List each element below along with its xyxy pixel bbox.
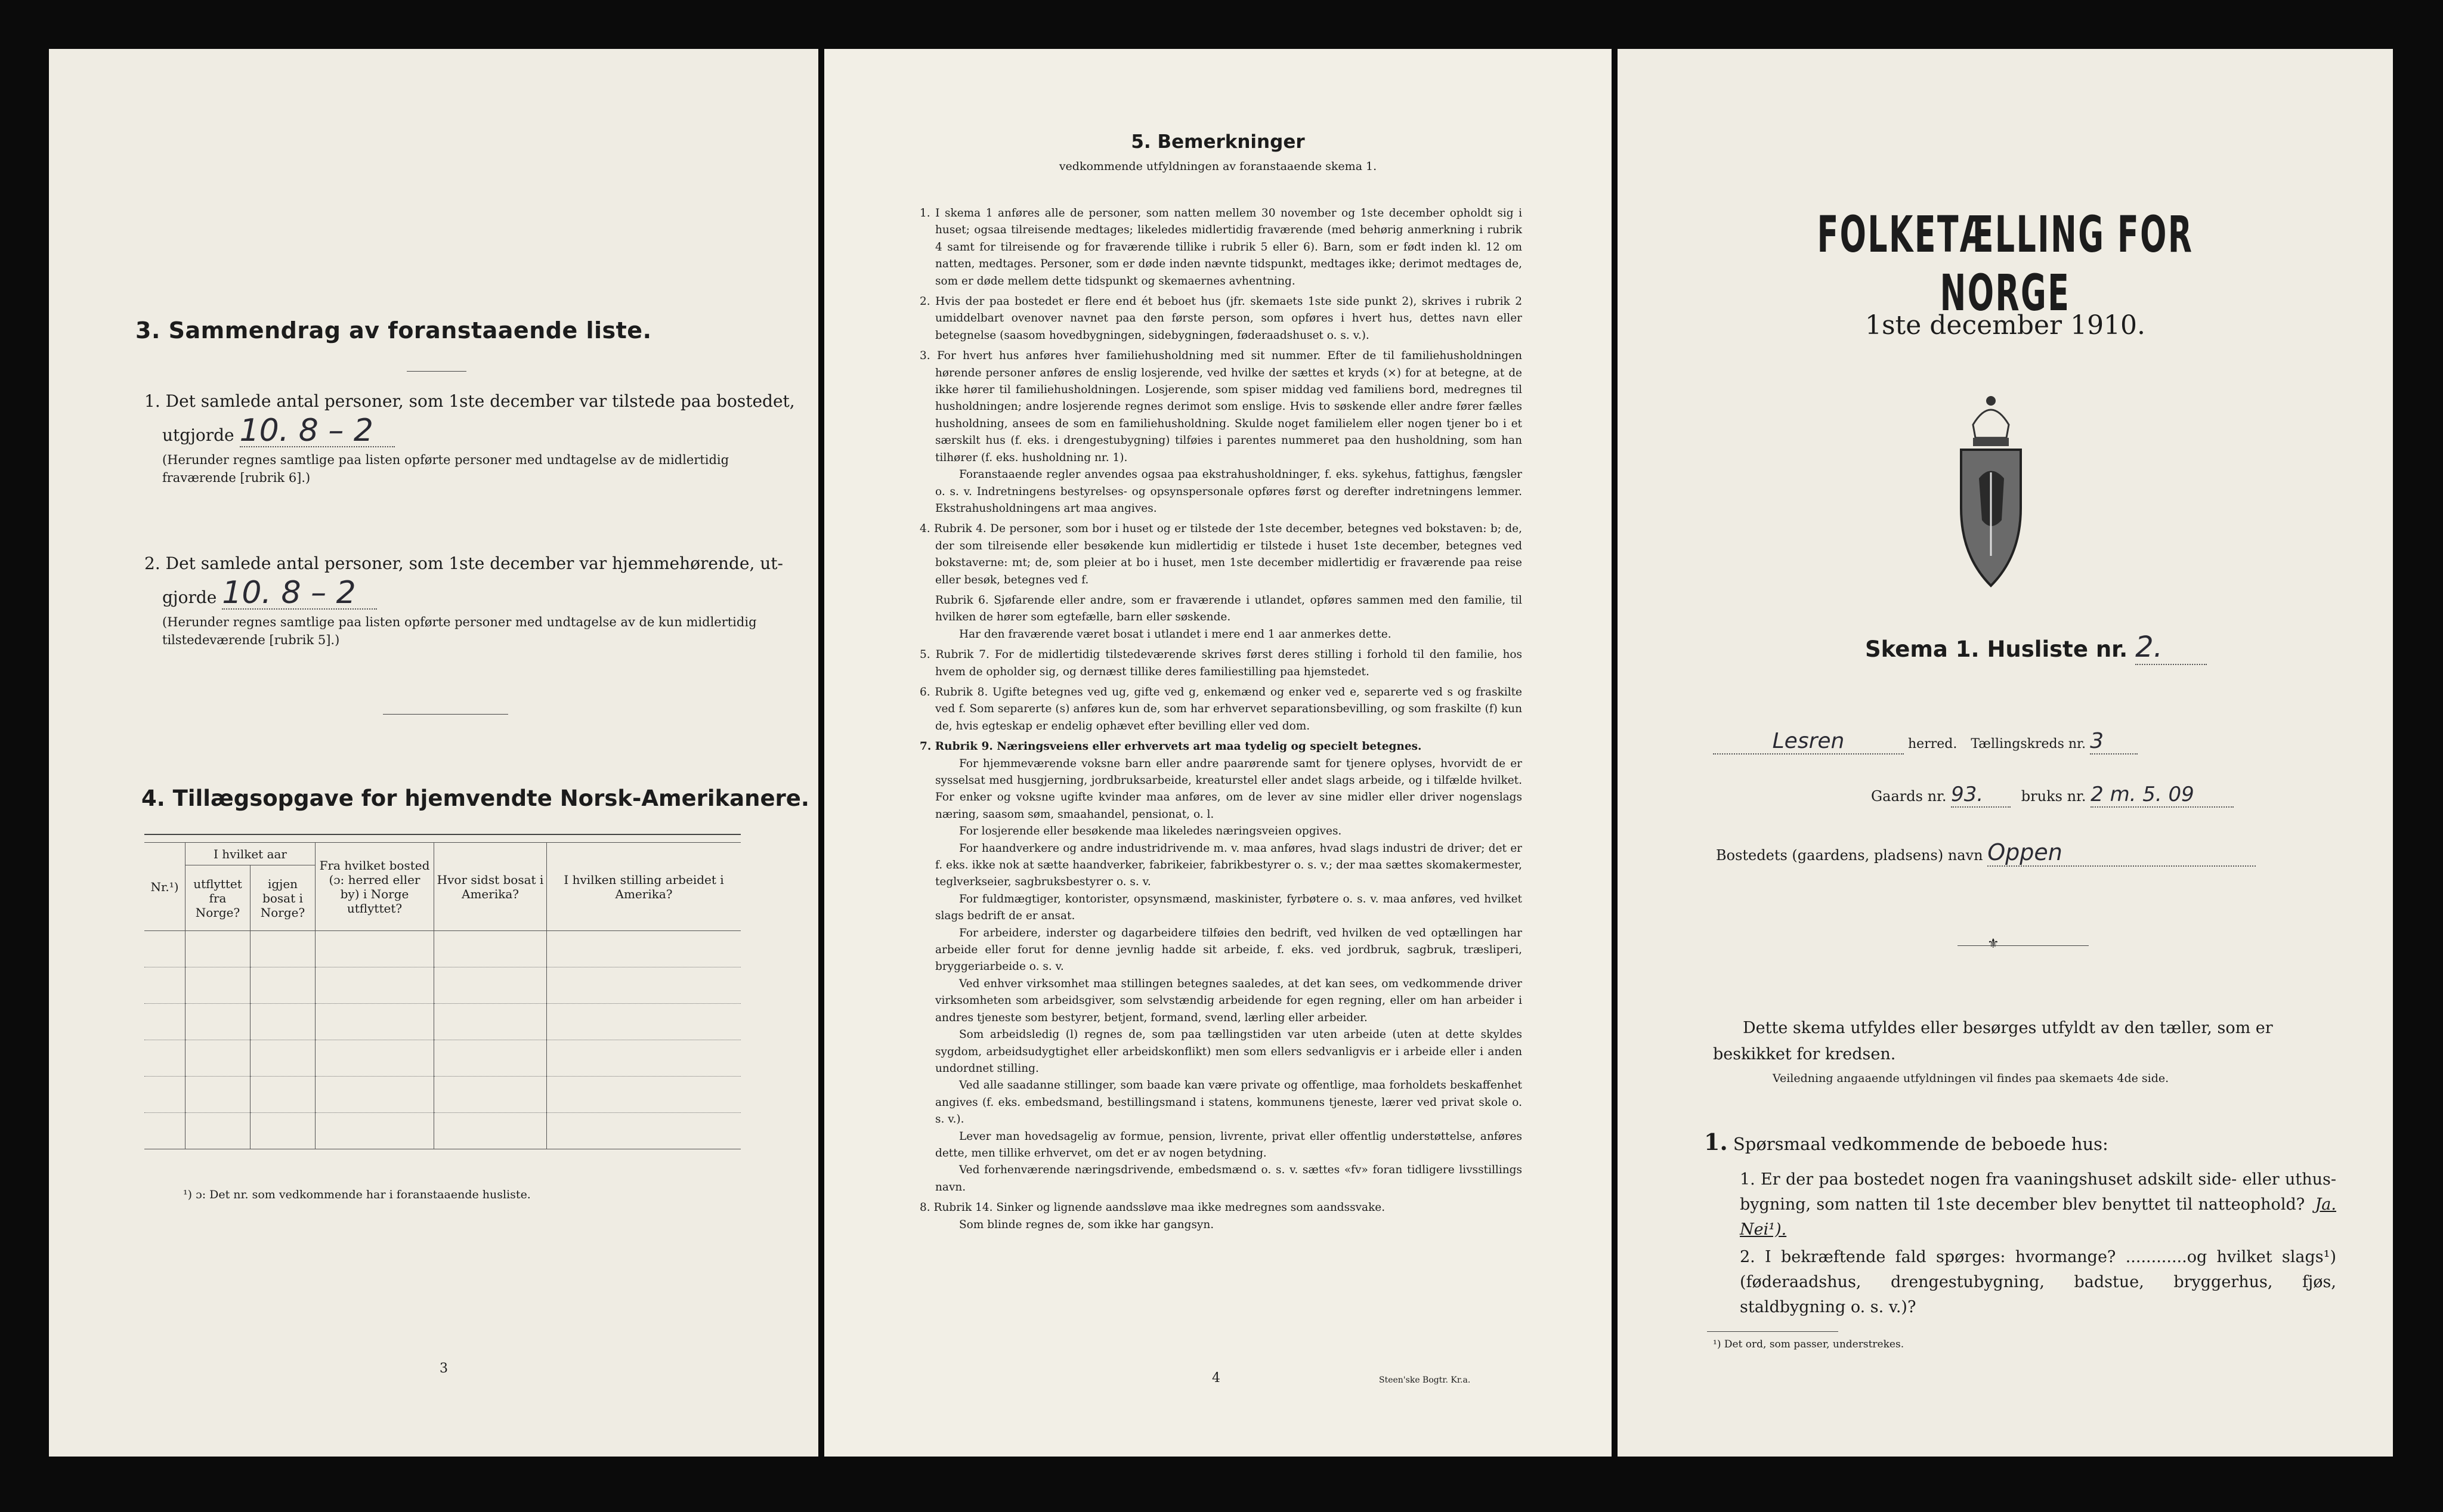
- taellingskreds-value: 3: [2090, 729, 2138, 755]
- table-row: [144, 1004, 741, 1040]
- summary-item-1-prefix: utgjorde: [162, 425, 234, 445]
- question-1-answer: Ja. Nei¹).: [1740, 1195, 2336, 1239]
- remark-paragraph: 6. Rubrik 8. Ugifte betegnes ved ug, gifte ved g, enkemænd og enker ved e, separerte ved s og fraskilte ved f. Som separerte (s) anføres kun de, som har erhvervet separationsbevilling, og som fraskilte (f) kun de, hvis egteskap er endelig ophævet efter bevilling eller ved dom.: [920, 685, 1522, 732]
- right-page: [1618, 49, 2393, 1457]
- left-page: [49, 49, 818, 1457]
- table-row: [144, 1040, 741, 1077]
- table-header-nr: Nr.¹): [144, 843, 185, 931]
- guidance-text: Veiledning angaaende utfyldningen vil findes paa skemaets 4de side.: [1773, 1072, 2169, 1085]
- form-date: 1ste december 1910.: [1864, 310, 2146, 341]
- ornament-icon: ⚜: [1987, 936, 1999, 951]
- gaards-line: [1871, 783, 2234, 808]
- table-footnote: ¹) ɔ: Det nr. som vedkommende har i foranstaaende husliste.: [183, 1188, 531, 1201]
- summary-item-2: [144, 550, 800, 649]
- remark-paragraph: 3. For hvert hus anføres hver familiehusholdning med sit nummer. Efter de til familiehusholdningen hørende personer anføres de enslig losjerende, ved hvilke der sættes et kryds (×) for at betegne, at de ikke hører til familiehusholdningen. Losjerende, som spiser middag ved familiens bord, medregnes til husholdningen; andre losjerende regnes derimot som enslige. Hvis to søskende eller andre fører fælles husholdning, ansees de som en familiehusholdning. Skulde noget familielem eller nogen tjener bo i et særskilt hus (f. eks. i drengestubygning) tilføies i parentes nummeret paa den husholdning, som han tilhører (f. eks. husholdning nr. 1).: [920, 350, 1522, 464]
- summary-item-2-note: (Herunder regnes samtlige paa listen opførte personer med undtagelse av de kun midlertidig tilstedeværende [rubrik 5].): [162, 615, 757, 647]
- summary-item-1-note: (Herunder regnes samtlige paa listen opførte personer med undtagelse av de midlertidig fraværende [rubrik 6].): [162, 453, 729, 485]
- table-top-rule: [144, 834, 741, 835]
- remark-paragraph: Ved enhver virksomhet maa stillingen betegnes saaledes, at det kan sees, om vedkommende driver virksomheten som arbeidsgiver, som selvstændig arbeidende for egen regning, eller om han arbeider i andres tjeneste som bestyrer, betjent, formand, svend, lærling eller arbeider.: [935, 977, 1522, 1024]
- remarks-body: [920, 205, 1522, 1233]
- herred-line: [1713, 729, 2333, 755]
- gaards-value: 93.: [1951, 783, 2011, 808]
- bruks-value: 2 m. 5. 09: [2091, 783, 2234, 808]
- remark-paragraph: Foranstaaende regler anvendes ogsaa paa ekstrahusholdninger, f. eks. sykehus, fattighus, fængsler o. s. v. Indretningens bestyrelses- og opsynspersonale opføres først og derefter indretningens lemmer. Ekstrahusholdningens art maa angives.: [935, 468, 1522, 515]
- coat-of-arms-icon: [1949, 383, 2033, 592]
- remark-paragraph: For arbeidere, inderster og dagarbeidere tilføies den bedrift, ved hvilken de ved optællingen har arbeide eller forut for denne jevnlig hadde sit arbeide, f. eks. ved jordbruk, sagbruk, træsliperi, bryggeriarbeide o. s. v.: [935, 926, 1522, 973]
- intro-text: [1713, 1015, 2321, 1068]
- summary-item-2-prefix: gjorde: [162, 588, 217, 607]
- summary-item-1-value: 10. 8 – 2: [240, 415, 395, 447]
- section3-title: 3. Sammendrag av foranstaaende liste.: [135, 317, 652, 344]
- table-header-returned: igjen bosat i Norge?: [251, 865, 316, 931]
- form-title: FOLKETÆLLING FOR NORGE: [1817, 205, 2194, 322]
- husliste-number: 2.: [2135, 630, 2207, 665]
- bosted-label: Bostedets (gaardens, pladsens) navn: [1716, 847, 1983, 864]
- table-header-last-residence: Hvor sidst bosat i Amerika?: [434, 843, 547, 931]
- bosted-value: Oppen: [1987, 839, 2256, 867]
- schema-label: Skema 1. Husliste nr.: [1865, 636, 2128, 662]
- remark-paragraph: Som arbeidsledig (l) regnes de, som paa tællingstiden var uten arbeide (uten at dette skyldes sygdom, arbeidsudygtighet eller arbeidskonflikt) men som ellers sedvanligvis er i arbeide eller i anden undordnet stilling.: [935, 1028, 1522, 1075]
- intro-line-2: beskikket for kredsen.: [1713, 1045, 1896, 1063]
- section4-title: 4. Tillægsopgave for hjemvendte Norsk-Amerikanere.: [141, 786, 809, 811]
- summary-item-1-text: 1. Det samlede antal personer, som 1ste december var tilstede paa bostedet,: [144, 391, 795, 411]
- remark-paragraph: For losjerende eller besøkende maa likeledes næringsveien opgives.: [959, 825, 1342, 838]
- table-row: [144, 1077, 741, 1113]
- table-header-occupation: I hvilken stilling arbeidet i Amerika?: [547, 843, 741, 931]
- table-header-emigrated: utflyttet fra Norge?: [185, 865, 251, 931]
- divider: [383, 714, 508, 715]
- question-1: [1740, 1167, 2336, 1242]
- bruks-label: bruks nr.: [2021, 788, 2086, 805]
- questions-heading-number: 1.: [1704, 1128, 1728, 1155]
- remark-paragraph: 7. Rubrik 9. Næringsveiens eller erhvervets art maa tydelig og specielt betegnes.: [920, 740, 1422, 753]
- intro-line-1: Dette skema utfyldes eller besørges utfyldt av den tæller, som er: [1743, 1019, 2273, 1037]
- table-row: [144, 931, 741, 967]
- remark-paragraph: Lever man hovedsagelig av formue, pension, livrente, privat eller offentlig understøttelse, anføres dette, men tillike erhvervet, om det er av nogen betydning.: [935, 1130, 1522, 1159]
- schema-line: [1865, 630, 2207, 665]
- bosted-line: [1716, 839, 2256, 867]
- remark-paragraph: Ved forhenværende næringsdrivende, embedsmænd o. s. v. sættes «fv» foran tidligere livsstillings navn.: [935, 1164, 1522, 1193]
- question-2: 2. I bekræftende fald spørges: hvormange? ............og hvilket slags¹) (føderaadshus, drengestubygning, badstue, bryggerhus, fjøs, staldbygning o. s. v.)?: [1740, 1248, 2336, 1316]
- remark-paragraph: Som blinde regnes de, som ikke har gangsyn.: [959, 1218, 1214, 1231]
- herred-value: Lesren: [1713, 729, 1904, 755]
- remarks-title: 5. Bemerkninger: [1131, 131, 1305, 153]
- summary-item-1: [144, 388, 800, 487]
- remark-paragraph: 2. Hvis der paa bostedet er flere end ét beboet hus (jfr. skemaets 1ste side punkt 2), skrives i rubrik 2 umiddelbart ovenover navnet paa den første person, som opføres i hvert hus, dettes navn eller betegnelse (saasom hovedbygningen, sidebygningen, føderaadshuset o. s. v.).: [920, 295, 1522, 342]
- divider: [407, 371, 466, 372]
- questions-heading: [1704, 1128, 2108, 1155]
- right-footnote: ¹) Det ord, som passer, understrekes.: [1713, 1338, 1904, 1350]
- remarks-subtitle: vedkommende utfyldningen av foranstaaende skema 1.: [1059, 160, 1377, 173]
- remark-paragraph: 4. Rubrik 4. De personer, som bor i huset og er tilstede der 1ste december, betegnes ved bokstaven: b; de, der som tilreisende eller besøkende kun midlertidig er tilstede i huset 1ste december, betegnes ved bokstaverne: mt; de, som pleier at bo i huset, men 1ste december midlertidig er fraværende paa reise eller besøk, betegnes ved f.: [920, 522, 1522, 586]
- middle-page: [824, 49, 1612, 1457]
- remark-paragraph: For haandverkere og andre industridrivende m. v. maa anføres, hvad slags industri de driver; det er f. eks. ikke nok at sætte haandverker, fabrikeier, fabrikbestyrer o. s. v.; der maa sættes skomakermester, teglverkseier, sagbruksbestyrer o. s. v.: [935, 842, 1522, 889]
- table-row: [144, 1113, 741, 1149]
- summary-item-2-value: 10. 8 – 2: [222, 577, 377, 610]
- remark-paragraph: For fuldmægtiger, kontorister, opsynsmænd, maskinister, fyrbøtere o. s. v. maa anføres, ved hvilket slags bedrift de er ansat.: [935, 892, 1522, 923]
- herred-label: herred.: [1908, 737, 1958, 752]
- taellingskreds-label: Tællingskreds nr.: [1971, 737, 2086, 752]
- gaards-label: Gaards nr.: [1871, 788, 1947, 805]
- question-1-text: 1. Er der paa bostedet nogen fra vaaningshuset adskilt side- eller uthus-bygning, som natten til 1ste december blev benyttet til natteophold?: [1740, 1170, 2336, 1214]
- printer-mark: Steen'ske Bogtr. Kr.a.: [1379, 1375, 1471, 1385]
- divider: [1958, 945, 2089, 946]
- remark-paragraph: 8. Rubrik 14. Sinker og lignende aandssløve maa ikke medregnes som aandssvake.: [920, 1201, 1386, 1214]
- table-header-from-where: Fra hvilket bosted (ɔ: herred eller by) i Norge utflyttet?: [316, 843, 434, 931]
- remark-paragraph: Rubrik 6. Sjøfarende eller andre, som er fraværende i utlandet, opføres sammen med den familie, til hvilken de hører som egtefælle, barn eller søskende.: [935, 593, 1522, 624]
- questions-heading-text: Spørsmaal vedkommende de beboede hus:: [1733, 1134, 2108, 1154]
- remark-paragraph: For hjemmeværende voksne barn eller andre paarørende samt for tjenere oplyses, hvorvidt de er sysselsat med husgjerning, jordbruksarbeide, kreaturstel eller andet slags arbeide, og i tilfælde hvilket. For enker og voksne ugifte kvinder maa anføres, om de lever av sine midler eller driver nogenslags næring, saasom søm, smaahandel, pensionat, o. l.: [935, 757, 1522, 821]
- page-number: 4: [1212, 1371, 1220, 1386]
- norsk-amerikanere-table: [144, 842, 741, 1149]
- divider: [1707, 1331, 1838, 1332]
- table-row: [144, 967, 741, 1004]
- remark-paragraph: Ved alle saadanne stillinger, som baade kan være private og offentlige, maa forholdets beskaffenhet angives (f. eks. embedsmand, bestillingsmand i statens, kommunens tjeneste, lærer ved privat skole o. s. v.).: [935, 1079, 1522, 1126]
- remark-paragraph: 5. Rubrik 7. For de midlertidig tilstedeværende skrives først deres stilling i forhold til den familie, hos hvem de opholder sig, og dernæst tillike deres familiestilling paa hjemstedet.: [920, 648, 1522, 678]
- summary-item-2-text: 2. Det samlede antal personer, som 1ste december var hjemmehørende, ut-: [144, 554, 783, 573]
- remark-paragraph: Har den fraværende været bosat i utlandet i mere end 1 aar anmerkes dette.: [959, 627, 1391, 641]
- table-header-group: I hvilket aar: [185, 843, 316, 865]
- page-number: 3: [440, 1361, 448, 1376]
- remark-paragraph: 1. I skema 1 anføres alle de personer, som natten mellem 30 november og 1ste december opholdt sig i huset; ogsaa tilreisende medtages; likeledes midlertidig fraværende (med behørig anmerkning i rubrik 4 samt for tilreisende og for fraværende tillike i rubrik 5 eller 6). Barn, som er født inden kl. 12 om natten, medtages. Personer, som er døde inden nævnte tidspunkt, medtages ikke; derimot medtages de, som er døde mellem dette tidspunkt og skemaernes avhentning.: [920, 207, 1522, 287]
